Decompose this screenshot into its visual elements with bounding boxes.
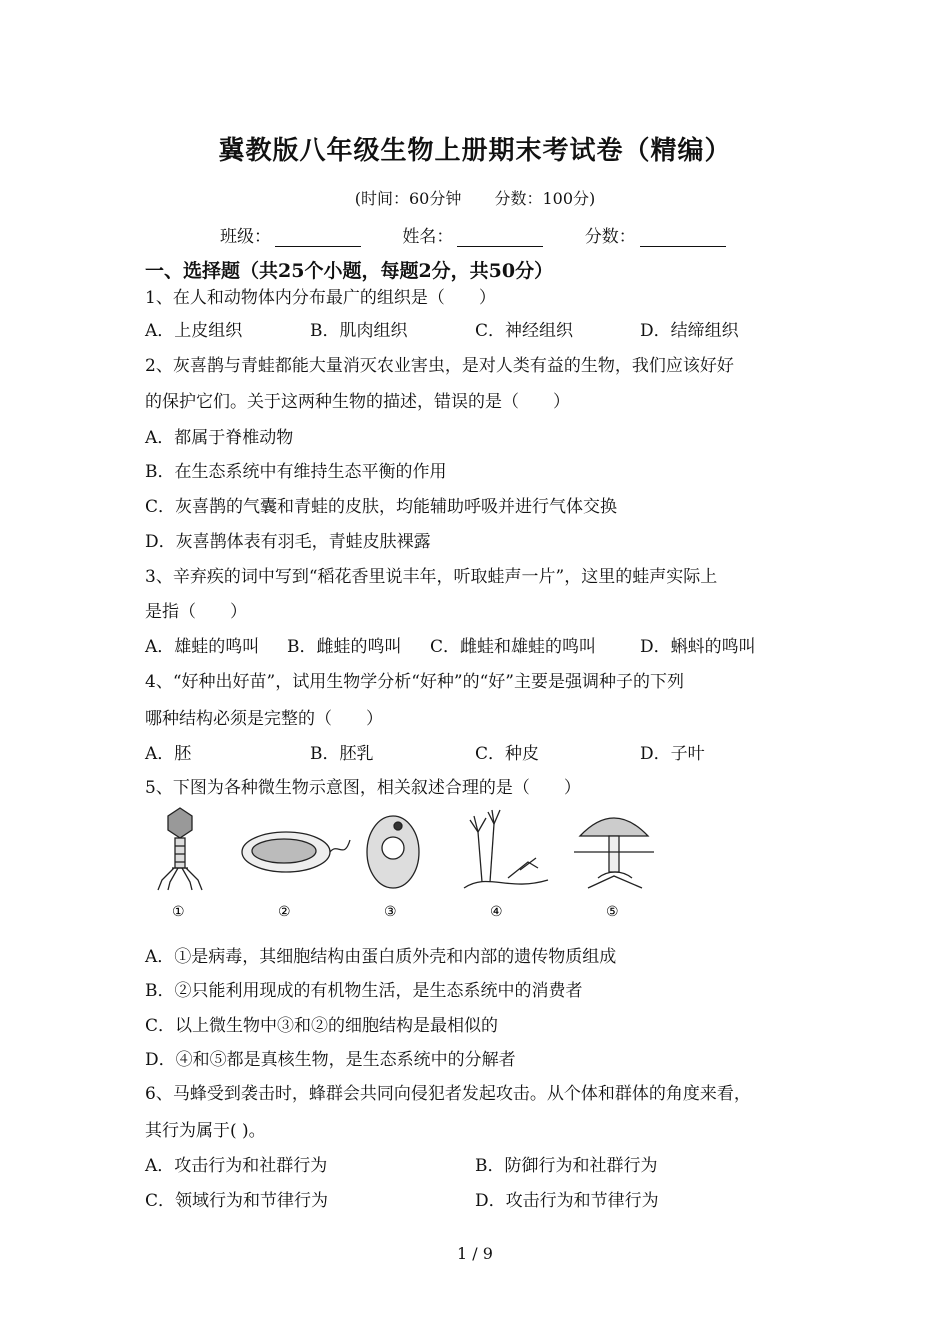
mushroom-drawing — [574, 818, 654, 888]
q4-option-b: B．胚乳 — [310, 744, 374, 764]
q6-option-b: B．防御行为和社群行为 — [475, 1156, 658, 1176]
q4-stem-line2: 哪种结构必须是完整的（ ） — [145, 709, 383, 729]
mold-drawing — [464, 810, 548, 888]
q3-option-d: D．蝌蚪的鸣叫 — [640, 637, 756, 657]
figure-label-5: ⑤ — [606, 904, 619, 920]
q1-option-c: C．神经组织 — [475, 321, 574, 341]
class-field[interactable] — [220, 222, 361, 247]
name-label: 姓名： — [402, 227, 454, 247]
bacterium-drawing — [242, 832, 350, 872]
q5-option-a: A．①是病毒，其细胞结构由蛋白质外壳和内部的遗传物质组成 — [145, 947, 617, 967]
q5-option-b: B．②只能利用现成的有机物生活，是生态系统中的消费者 — [145, 981, 583, 1001]
exam-total-score: 分数：100分) — [494, 189, 596, 208]
figure-label-2: ② — [278, 904, 291, 920]
q4-option-c: C．种皮 — [475, 744, 540, 764]
figure-label-4: ④ — [490, 904, 503, 920]
score-label: 分数： — [584, 227, 636, 247]
page-number: 1 / 9 — [457, 1244, 493, 1263]
name-field[interactable] — [402, 222, 543, 247]
q3-option-b: B．雌蛙的鸣叫 — [287, 637, 402, 657]
q6-option-d: D．攻击行为和节律行为 — [475, 1191, 659, 1211]
q5-option-c: C．以上微生物中③和②的细胞结构是最相似的 — [145, 1016, 499, 1036]
q2-stem-line1: 2、灰喜鹊与青蛙都能大量消灭农业害虫，是对人类有益的生物，我们应该好好 — [145, 356, 734, 376]
q6-stem-line1: 6、马蜂受到袭击时，蜂群会共同向侵犯者发起攻击。从个体和群体的角度来看， — [145, 1084, 751, 1104]
page-title: 冀教版八年级生物上册期末考试卷（精编） — [218, 136, 732, 166]
q4-option-d: D．子叶 — [640, 744, 705, 764]
exam-meta — [0, 186, 950, 209]
q2-option-b: B．在生态系统中有维持生态平衡的作用 — [145, 462, 447, 482]
student-fields — [220, 222, 762, 247]
q1-stem: 1、在人和动物体内分布最广的组织是（ ） — [145, 288, 496, 308]
q2-stem-line2: 的保护它们。关于这两种生物的描述，错误的是（ ） — [145, 392, 570, 412]
section-heading: 一、选择题（共25个小题，每题2分，共50分） — [145, 260, 554, 282]
q5-option-d: D．④和⑤都是真核生物，是生态系统中的分解者 — [145, 1050, 516, 1070]
virus-drawing — [158, 808, 202, 890]
q2-option-c: C．灰喜鹊的气囊和青蛙的皮肤，均能辅助呼吸并进行气体交换 — [145, 497, 618, 517]
q2-option-a: A．都属于脊椎动物 — [145, 428, 294, 448]
q6-stem-line2: 其行为属于( )。 — [145, 1121, 266, 1141]
q3-stem-line2: 是指（ ） — [145, 602, 247, 622]
figure-label-1: ① — [172, 904, 185, 920]
score-field[interactable] — [585, 222, 726, 247]
q4-option-a: A．胚 — [145, 744, 192, 764]
q1-option-a: A．上皮组织 — [145, 321, 243, 341]
q6-option-a: A．攻击行为和社群行为 — [145, 1156, 328, 1176]
microorganism-figure — [148, 802, 668, 922]
q3-option-c: C．雌蛙和雄蛙的鸣叫 — [430, 637, 597, 657]
figure-label-3: ③ — [384, 904, 397, 920]
q2-option-d: D．灰喜鹊体表有羽毛，青蛙皮肤裸露 — [145, 532, 431, 552]
name-blank[interactable] — [457, 228, 543, 247]
q1-option-b: B．肌肉组织 — [310, 321, 408, 341]
q6-option-c: C．领域行为和节律行为 — [145, 1191, 329, 1211]
yeast-drawing — [367, 816, 419, 888]
exam-time: (时间：60分钟 — [354, 189, 462, 208]
q5-stem: 5、下图为各种微生物示意图，相关叙述合理的是（ ） — [145, 778, 581, 798]
score-blank[interactable] — [640, 228, 726, 247]
q3-option-a: A．雄蛙的鸣叫 — [145, 637, 260, 657]
q3-stem-line1: 3、辛弃疾的词中写到“稻花香里说丰年，听取蛙声一片”，这里的蛙声实际上 — [145, 567, 718, 587]
q1-option-d: D．结缔组织 — [640, 321, 739, 341]
class-blank[interactable] — [275, 228, 361, 247]
class-label: 班级： — [220, 227, 271, 247]
q4-stem-line1: 4、“好种出好苗”，试用生物学分析“好种”的“好”主要是强调种子的下列 — [145, 672, 684, 692]
